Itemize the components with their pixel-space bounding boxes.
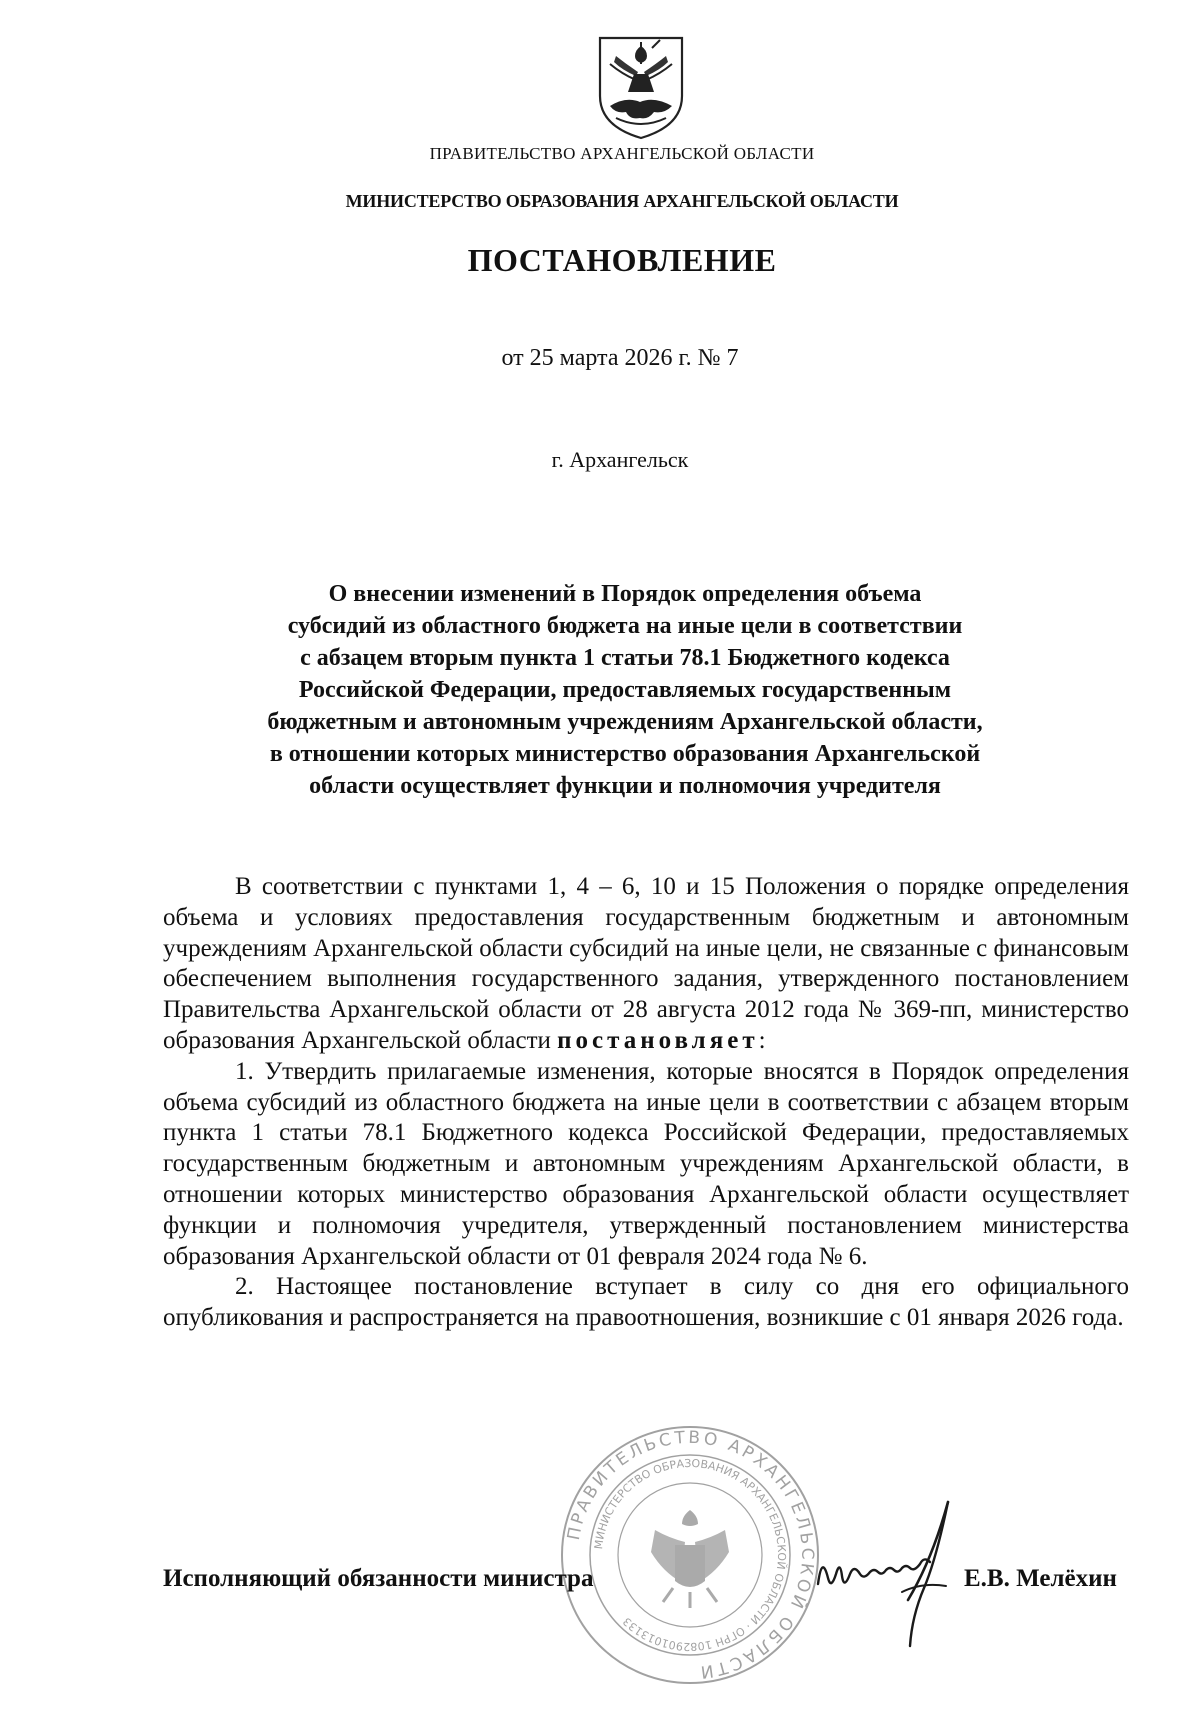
document-type-title: ПОСТАНОВЛЕНИЕ [467,242,777,278]
subject-line: бюджетным и автономным учреждениям Архангельской области, [267,709,983,735]
preamble-text: В соответствии с пунктами 1, 4 – 6, 10 и 15 Положения о порядке определения объема и условиях предоставления государственным бюджетным и автономным учреждениям Архангельской области субсидий на иные цели, не связанные с финансовым обеспечением выполнения государственного задания, утвержденного постановлением Правительства Архангельской области от 28 августа 2012 года № 369-пп, министерство образования Архангельской области [163,873,1129,1054]
subject-line: О внесении изменений в Порядок определения объема [328,581,922,607]
handwritten-signature-icon [812,1500,972,1650]
document-subject [200,578,1050,802]
subject-line: с абзацем вторым пункта 1 статьи 78.1 Бюджетного кодекса [300,645,950,671]
item-2-paragraph: 2. Настоящее постановление вступает в силу со дня его официального опубликования и распространяется на правоотношения, возникшие с 01 января 2026 года. [163,1273,1129,1332]
coat-of-arms-icon [596,34,686,142]
decree-word: постановляет [557,1026,759,1054]
subject-line: области осуществляет функции и полномочия учредителя [309,773,941,799]
government-header: ПРАВИТЕЛЬСТВО АРХАНГЕЛЬСКОЙ ОБЛАСТИ [429,144,815,163]
svg-text:ПРАВИТЕЛЬСТВО АРХАНГЕЛЬСКОЙ ОБ: ПРАВИТЕЛЬСТВО АРХАНГЕЛЬСКОЙ ОБЛАСТИ [563,1427,818,1682]
official-seal-icon [555,1420,825,1690]
signatory-role: Исполняющий обязанности министра [163,1565,594,1592]
subject-line: в отношении которых министерство образования Архангельской [269,741,981,767]
document-date-number: от 25 марта 2026 г. № 7 [501,345,739,371]
ministry-header: МИНИСТЕРСТВО ОБРАЗОВАНИЯ АРХАНГЕЛЬСКОЙ ОБЛАСТИ [345,191,899,211]
document-body [163,872,1129,1334]
signatory-name: Е.В. Мелёхин [964,1565,1117,1592]
preamble-paragraph [163,872,1129,1057]
decree-colon: : [758,1026,766,1054]
subject-line: субсидий из областного бюджета на иные цели в соответствии [287,613,963,639]
item-1-paragraph: 1. Утвердить прилагаемые изменения, которые вносятся в Порядок определения объема субсидий из областного бюджета на иные цели в соответствии с абзацем вторым пункта 1 статьи 78.1 Бюджетного кодекса Российской Федерации, предоставляемых государственным бюджетным и автономным учреждениям Архангельской области, в отношении которых министерство образования Архангельской области осуществляет функции и полномочия учредителя, утвержденный постановлением министерства образования Архангельской области от 01 февраля 2024 года № 6. [163,1057,1129,1270]
subject-line: Российской Федерации, предоставляемых государственным [298,677,952,703]
document-city: г. Архангельск [551,447,689,472]
svg-text:МИНИСТЕРСТВО ОБРАЗОВАНИЯ АРХАН: МИНИСТЕРСТВО ОБРАЗОВАНИЯ АРХАНГЕЛЬСКОЙ ОБЛАСТИ · ОГРН 1082901013133 [592,1456,789,1654]
